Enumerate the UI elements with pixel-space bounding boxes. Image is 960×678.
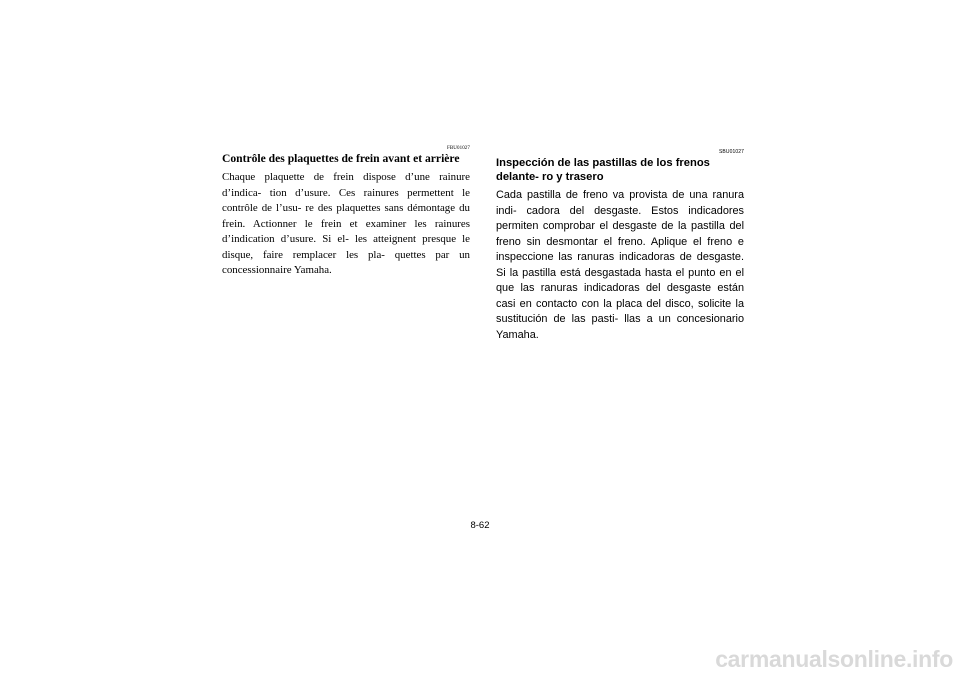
spanish-section-code: SBU01027: [719, 149, 744, 155]
french-section-code: FBU01027: [446, 146, 470, 151]
french-section: [222, 145, 470, 279]
page-number: 8-62: [470, 520, 490, 531]
spanish-heading: Inspección de las pastillas de los frenos delante- ro y trasero: [496, 157, 710, 183]
spanish-section: [496, 145, 744, 343]
french-heading: Contrôle des plaquettes de frein avant et arrière: [222, 152, 460, 165]
french-body-text: Chaque plaquette de frein dispose d’une rainure d’indica- tion d’usure. Ces rainures permettent le contrôle de l’usu- re des plaquettes sans démontage du frein. Actionner le frein et examiner les rainures d’indication d’usure. Si el- les atteignent presque le disque, faire remplacer les pla- quettes par un concessionnaire Yamaha.: [222, 171, 470, 276]
spanish-body-text: Cada pastilla de freno va provista de una ranura indi- cadora del desgaste. Estos indicadores permiten comprobar el desgaste de la pastilla del freno sin desmontar el freno. Aplique el freno e inspeccione las ranuras indicadoras de desgaste. Si la pastilla está desgastada hasta el punto en el que las ranuras indicadoras del desgaste están casi en contacto con la placa del disco, solicite la sustitución de las pasti- llas a un concesionario Yamaha.: [496, 189, 744, 341]
watermark-logo: carmanualsonline.info: [715, 646, 953, 672]
